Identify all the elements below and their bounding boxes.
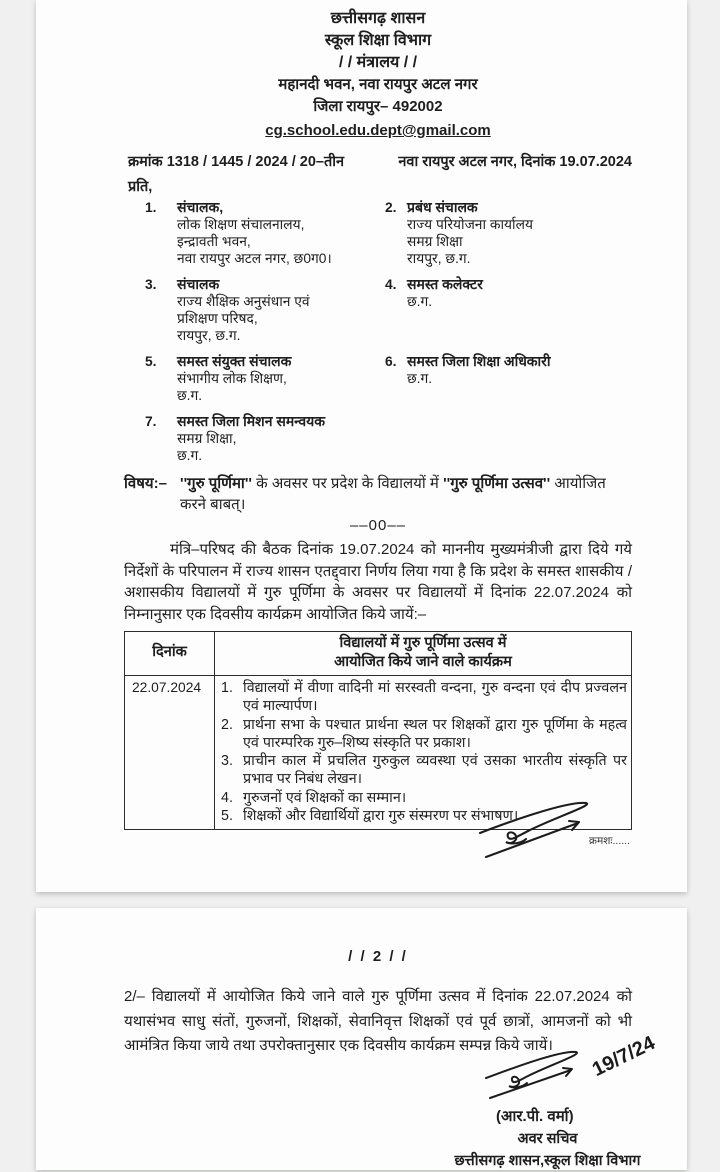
recipient-5 [145,353,385,404]
subject-mid: के अवसर पर प्रदेश के विद्यालयों में [251,475,444,492]
program-item-5-number: 5. [221,808,233,825]
ministry-line: / / मंत्रालय / / [338,54,418,71]
govt-name: छत्तीसगढ़ शासन [330,10,426,27]
recipient-1-line: नवा रायपुर अटल नगर, छ0ग0। [177,251,332,266]
signatory-department: छत्तीसगढ़ शासन,स्कूल शिक्षा विभाग [454,1153,641,1169]
reference-row [128,151,632,171]
subject-text [180,473,632,515]
body-paragraph-2: 2/– विद्यालयों में आयोजित किये जाने वाले गुरु पूर्णिमा उत्सव में दिनांक 22.07.2024 को यथासंभव साधु संतों, गुरुजनों, शिक्षकों, सेवानिवृत्त शिक्षकों एवं पूर्व छात्रों, आमजनों को भी आमंत्रित किया जाये तथा उपरोक्तानुसार एक दिवसीय कार्यक्रम सम्पन्न किये जायें। [124,988,632,1054]
program-item-1 [221,679,627,716]
letter-page-2 [36,908,687,1170]
recipient-7-number: 7. [145,414,157,429]
recipient-5-number: 5. [145,354,157,369]
address-line-2: जिला रायपुर– 492002 [313,98,443,115]
program-item-4-text: गुरुजनों एवं शिक्षकों का सम्मान। [243,789,407,806]
recipient-7-line: समग्र शिक्षा, [177,431,237,446]
to-label: प्रति, [128,179,153,195]
signature-scribble-page2 [476,1046,596,1104]
subject-bold-2: ''गुरु पूर्णिमा उत्सव'' [443,475,551,492]
program-item-3-number: 3. [221,753,233,770]
program-item-2-text: प्रार्थना सभा के पश्चात प्रार्थना स्थल पर शिक्षकों द्वारा गुरु पूर्णिमा के महत्व एवं पारम्परिक गुरु–शिष्य संस्कृति पर प्रकाश। [243,716,627,751]
reference-number: क्रमांक 1318 / 1445 / 2024 / 20–तीन [128,154,345,170]
handwritten-date: 19/7/24 [588,1031,659,1081]
signature-block [430,1106,665,1172]
recipient-5-title: समस्त संयुक्त संचालक [177,353,292,369]
recipient-6 [385,353,632,404]
subject-row [124,473,632,515]
recipient-4-line: छ.ग. [407,294,433,309]
program-item-3-text: प्राचीन काल में प्रचलित गुरुकुल व्यवस्था एवं उसका भारतीय संस्कृति पर प्रभाव पर निबंध लेखन। [243,753,627,788]
recipient-2-title: प्रबंध संचालक [407,199,478,215]
recipient-3 [145,276,385,344]
dept-name: स्कूल शिक्षा विभाग [324,32,432,49]
address-line-1: महानदी भवन, नवा रायपुर अटल नगर [278,76,478,93]
table-header-date: दिनांक [125,632,215,675]
recipient-6-line: छ.ग. [407,371,433,386]
recipient-6-title: समस्त जिला शिक्षा अधिकारी [407,353,551,369]
recipient-1-number: 1. [145,200,157,215]
recipient-3-title: संचालक [177,276,220,292]
subject-bold-1: ''गुरु पूर्णिमा'' [180,475,252,492]
recipient-6-number: 6. [385,354,397,369]
table-header-line-1: विद्यालयों में गुरु पूर्णिमा उत्सव में [339,635,507,651]
recipient-2-line: राज्य परियोजना कार्यालय [407,217,533,232]
recipient-7-line: छ.ग. [177,448,203,463]
recipient-3-number: 3. [145,277,157,292]
subject-tail: आयोजित करने बाबत्। [180,475,606,513]
recipient-list [145,199,632,464]
program-item-1-number: 1. [221,680,233,696]
recipient-2-line: समग्र शिक्षा [407,234,463,249]
signature-scribble-page1 [466,795,606,863]
body-paragraph-1: मंत्रि–परिषद की बैठक दिनांक 19.07.2024 को माननीय मुख्यमंत्रीजी द्वारा दिये गये निर्देशों के परिपालन में राज्य शासन एतद्द्वारा निर्णय लिया गया है कि प्रदेश के समस्त शासकीय / अशासकीय विद्यालयों में गुरु पूर्णिमा के अवसर पर विद्यालयों में दिनांक 22.07.2024 को निम्नानुसार एक दिवसीय कार्यक्रम आयोजित किये जायें:– [124,541,632,623]
recipient-3-line: राज्य शैक्षिक अनुसंधान एवं [177,294,310,309]
program-item-3 [221,752,627,789]
recipient-2-number: 2. [385,200,397,215]
table-header-row [125,632,631,676]
recipient-3-line: प्रशिक्षण परिषद, [177,311,258,326]
recipient-1-line: लोक शिक्षण संचालनालय, [177,217,305,232]
recipient-1-title: संचालक, [177,199,224,215]
recipient-7-title: समस्त जिला मिशन समन्वयक [177,413,326,429]
signatory-title: अवर सचिव [517,1131,578,1147]
table-header-programs [215,632,631,675]
continuation-mark: क्रमशः...... [588,835,630,848]
program-item-2 [221,716,627,753]
program-item-2-number: 2. [221,716,233,733]
table-header-line-2: आयोजित किये जाने वाले कार्यक्रम [334,654,512,670]
program-item-4-number: 4. [221,789,233,806]
email-address: cg.school.edu.dept@gmail.com [265,122,491,139]
letter-page-1 [36,0,687,892]
recipient-4 [385,276,632,344]
page-2-marker: / / 2 / / [348,948,408,965]
recipient-7 [145,413,385,464]
recipient-4-number: 4. [385,277,397,292]
recipient-4-title: समस्त कलेक्टर [407,276,483,292]
table-cell-date: 22.07.2024 [125,676,215,829]
letterhead [124,8,632,142]
separator-00: ––00–– [349,517,407,534]
signatory-name: (आर.पी. वर्मा) [496,1108,574,1125]
program-item-5-text: शिक्षकों और विद्यार्थियों द्वारा गुरु संस्मरण पर संभाषण। [243,808,519,825]
recipient-1 [145,199,385,267]
recipient-3-line: रायपुर, छ.ग. [177,328,241,343]
recipient-5-line: छ.ग. [177,388,203,403]
place-and-date: नवा रायपुर अटल नगर, दिनांक 19.07.2024 [398,154,632,170]
recipient-5-line: संभागीय लोक शिक्षण, [177,371,287,386]
recipient-1-line: इन्द्रावती भवन, [177,234,251,249]
recipient-2 [385,199,632,267]
recipient-2-line: रायपुर, छ.ग. [407,251,471,266]
program-item-1-text: विद्यालयों में वीणा वादिनी मां सरस्वती वन्दना, गुरु वन्दना एवं दीप प्रज्वलन एवं माल्यार्पण। [243,680,627,715]
subject-label: विषय:– [124,475,167,492]
